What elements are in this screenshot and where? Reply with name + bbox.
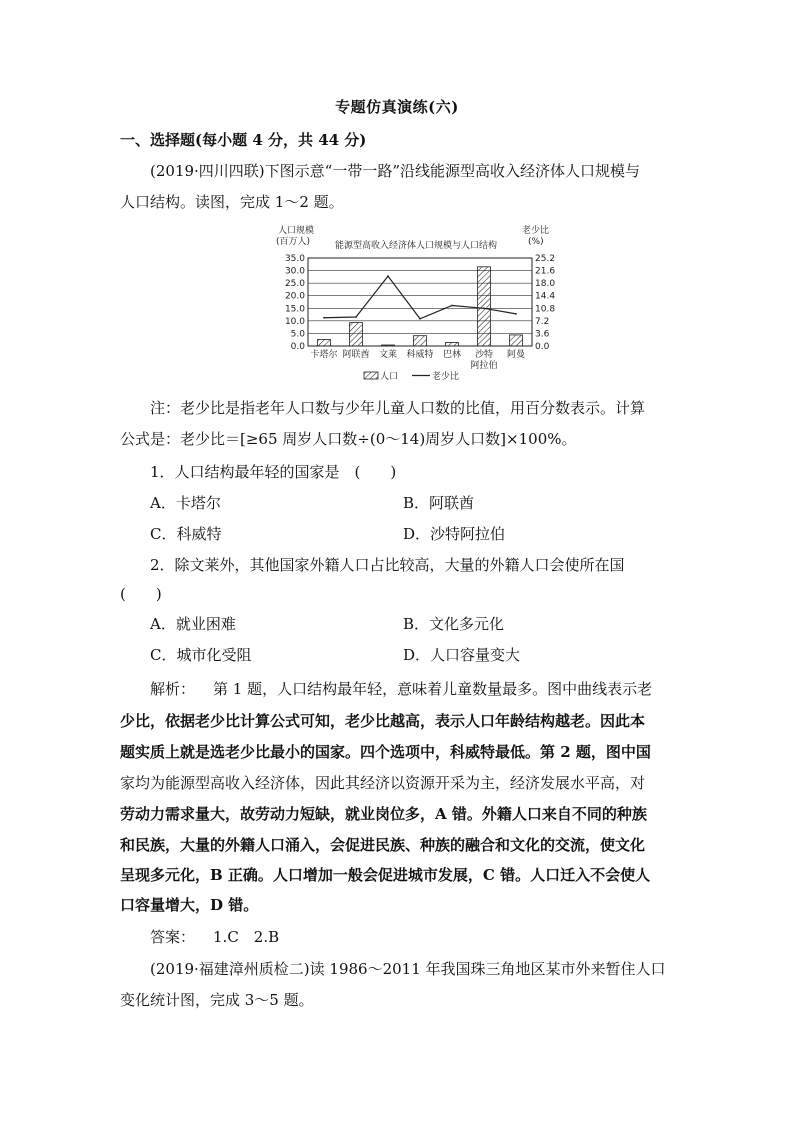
right-tick-label: 0.0 [535,342,550,352]
left-tick-label: 0.0 [290,342,305,352]
ratio-point-沙特阿拉伯 [483,307,485,309]
chart-svg [270,224,560,386]
analysis-line-3: 题实质上就是选老少比最小的国家。四个选项中，科威特最低。第 2 题，图中国 [120,743,651,761]
q1-option-c[interactable]: C．科威特 [150,525,222,543]
right-tick-label: 18.0 [535,279,556,290]
ratio-point-巴林 [451,305,453,307]
intro-line-1: (2019·四川四联)下图示意“一带一路”沿线能源型高收入经济体人口规模与 [150,162,640,180]
chart-legend [364,370,459,382]
left-tick-label: 25.0 [284,279,305,290]
category-label: 文莱 [378,350,398,360]
page-title: 专题仿真演练(六) [335,98,459,116]
question-2-stem-1: 2．除文莱外，其他国家外籍人口占比较高，大量的外籍人口会使所在国 [150,556,625,574]
note-line-1: 注：老少比是指老年人口数与少年儿童人口数的比值，用百分数表示。计算 [150,399,646,417]
q1-option-a[interactable]: A．卡塔尔 [150,494,221,512]
q2-option-a[interactable]: A．就业困难 [150,615,236,633]
legend-swatch-population [364,372,378,379]
population-chart [270,224,560,386]
right-tick-label: 21.6 [535,266,556,277]
ratio-point-文莱 [387,275,389,277]
answer-line [150,921,710,953]
q1-option-d[interactable]: D．沙特阿拉伯 [403,525,506,543]
left-tick-label: 5.0 [290,329,305,340]
legend-label-population: 人口 [380,372,399,382]
right-tick-label: 3.6 [535,329,550,340]
left-axis-title: 人口规模 [278,226,315,236]
left-tick-label: 10.0 [284,316,305,327]
category-label: 巴林 [442,350,462,360]
category-label: 卡塔尔 [310,350,338,360]
right-tick-label: 14.4 [535,291,556,302]
left-axis-unit: (百万人) [276,237,311,247]
analysis-line-8: 口容量增大，D 错。 [120,896,259,914]
ratio-point-卡塔尔 [323,317,325,319]
intro-line-2: 人口结构。读图，完成 1～2 题。 [120,193,344,211]
intro2-line-1: (2019·福建漳州质检二)读 1986～2011 年我国珠三角地区某市外来暂住人口 [150,960,666,978]
right-tick-label: 7.2 [535,316,550,327]
bar-科威特 [414,336,427,346]
analysis-line-5: 劳动力需求量大，故劳动力短缺，就业岗位多，A 错。外籍人口来自不同的种族 [120,805,647,823]
analysis-line-4: 家均为能源型高收入经济体，因此其经济以资源开采为主，经济发展水平高，对 [120,774,646,792]
q2-option-d[interactable]: D．人口容量变大 [403,646,521,664]
right-axis-title: 老少比 [522,226,550,236]
category-label: 科威特 [406,350,434,360]
left-tick-label: 30.0 [284,266,305,277]
right-tick-label: 25.2 [535,254,556,264]
bar-巴林 [446,342,459,346]
ratio-point-阿曼 [515,313,517,315]
category-label: 阿联酋 [342,350,370,360]
category-label-line2: 阿拉伯 [470,361,498,371]
plot-frame [308,258,532,346]
ratio-point-阿联酋 [355,316,357,318]
legend-label-ratio: 老少比 [432,372,460,382]
analysis-line-2: 少比，依据老少比计算公式可知，老少比越高，表示人口年龄结构越老。因此本 [120,712,646,730]
q2-option-c[interactable]: C．城市化受阻 [150,646,252,664]
category-label: 沙特 [474,350,494,360]
question-2-stem-2: ( ) [120,585,162,603]
note-line-2: 公式是：老少比＝[≥65 周岁人口数÷(0～14)周岁人口数]×100%。 [120,430,577,448]
answer-value: 1.C 2.B [213,928,280,946]
left-tick-label: 15.0 [284,304,305,315]
analysis-line-6: 和民族，大量的外籍人口涌入，会促进民族、种族的融合和文化的交流，使文化 [120,836,646,854]
analysis-line-7: 呈现多元化，B 正确。人口增加一般会促进城市发展，C 错。人口迁入不会使人 [120,866,651,884]
bar-阿联酋 [350,323,363,346]
q1-option-b[interactable]: B．阿联酋 [403,494,475,512]
category-label: 阿曼 [506,350,526,360]
section-heading: 一、选择题(每小题 4 分，共 44 分) [120,131,367,149]
analysis-text-1: 第 1 题，人口结构最年轻，意味着儿童数量最多。图中曲线表示老 [213,680,653,698]
bar-阿曼 [510,335,523,346]
left-tick-label: 35.0 [284,254,305,264]
analysis-label: 解析： [150,680,196,698]
q2-option-b[interactable]: B．文化多元化 [403,615,505,633]
question-1-stem: 1．人口结构最年轻的国家是 ( ) [150,463,397,481]
right-axis-unit: (%) [528,237,544,247]
bar-文莱 [382,345,395,346]
chart-title: 能源型高收入经济体人口规模与人口结构 [334,241,498,251]
intro2-line-2: 变化统计图，完成 3～5 题。 [120,991,314,1009]
bar-卡塔尔 [318,339,331,346]
bar-沙特阿拉伯 [478,267,491,346]
analysis-line-1 [150,673,710,705]
ratio-point-科威特 [419,318,421,320]
right-tick-label: 10.8 [535,304,556,315]
left-tick-label: 20.0 [284,291,305,302]
answer-label: 答案： [150,928,196,946]
